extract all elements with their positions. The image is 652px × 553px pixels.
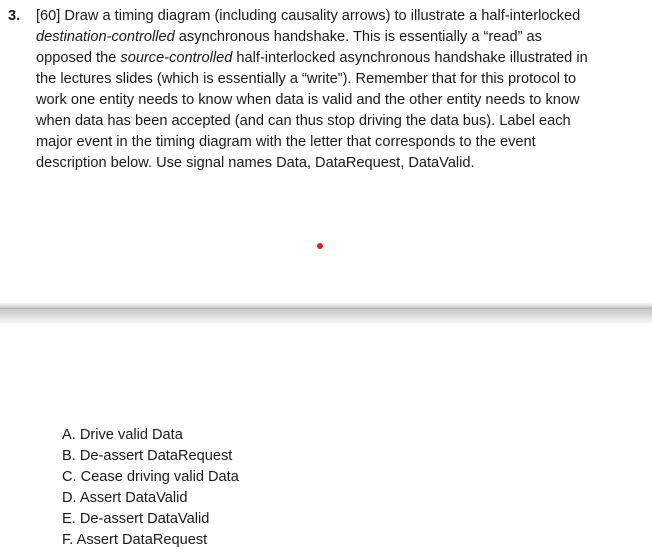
question-line-2: destination-controlled asynchronous handshake. This is essentially a “read” as xyxy=(36,29,542,45)
question-line-5: work one entity needs to know when data is valid and the other entity needs to know xyxy=(36,92,580,108)
emphasis-source-controlled: source-controlled xyxy=(120,50,233,66)
question-number: 3. xyxy=(8,8,21,24)
red-marker-dot xyxy=(317,243,323,249)
question-line-1 xyxy=(36,6,642,27)
event-item-d: D. Assert DataValid xyxy=(62,490,188,506)
question-line-4: the lectures slides (which is essentially a “write”). Remember that for this protocol to xyxy=(36,71,577,87)
question-text xyxy=(36,6,642,174)
question-line-7: major event in the timing diagram with the letter that corresponds to the event xyxy=(36,134,536,150)
question-line-6: when data has been accepted (and can thus stop driving the data bus). Label each xyxy=(36,113,571,129)
event-item-a: A. Drive valid Data xyxy=(62,427,183,443)
question-block xyxy=(8,6,642,174)
emphasis-destination-controlled: destination-controlled xyxy=(36,29,175,45)
event-list xyxy=(62,425,239,551)
event-item-c: C. Cease driving valid Data xyxy=(62,469,239,485)
event-item-f: F. Assert DataRequest xyxy=(62,532,208,548)
page-separator xyxy=(0,303,652,323)
question-line-3: opposed the source-controlled half-interlocked asynchronous handshake illustrated in xyxy=(36,50,588,66)
question-line-8: description below. Use signal names Data, DataRequest, DataValid. xyxy=(36,155,475,171)
event-item-e: E. De-assert DataValid xyxy=(62,511,210,527)
event-item-b: B. De-assert DataRequest xyxy=(62,448,233,464)
question-line-1-text: [60] Draw a timing diagram (including causality arrows) to illustrate a half-interlocked xyxy=(36,8,581,24)
